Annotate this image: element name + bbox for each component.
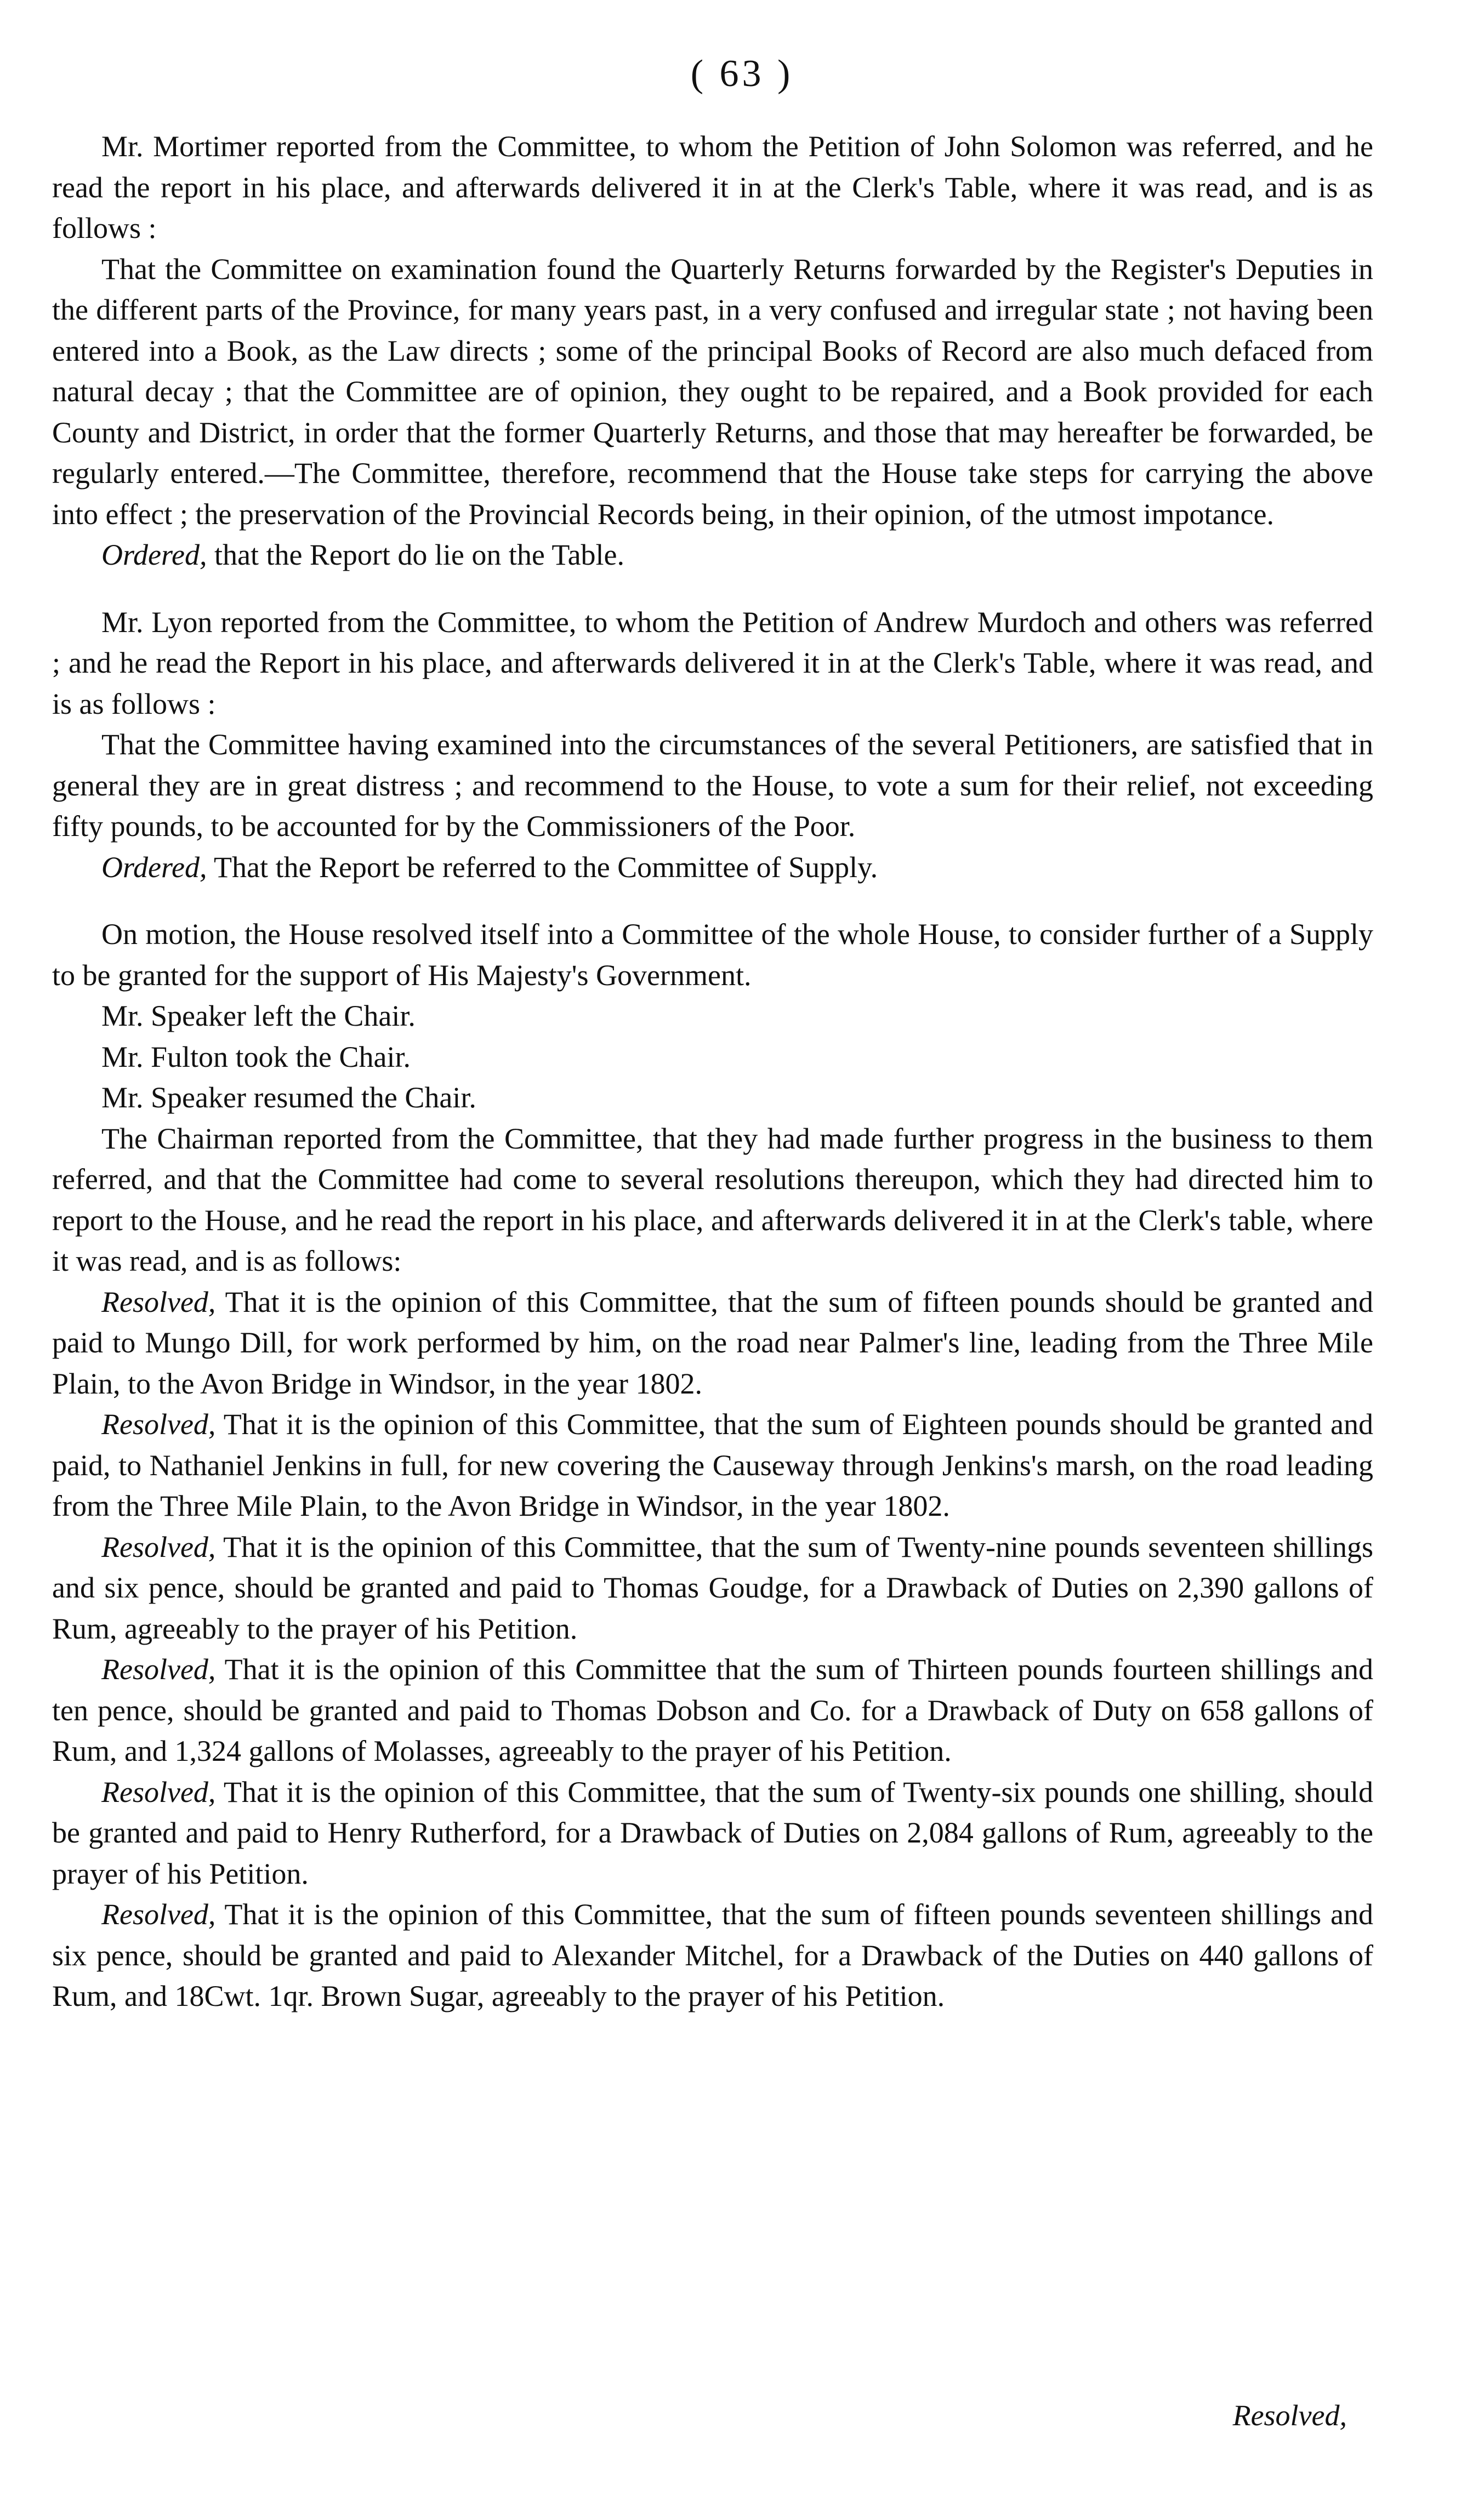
resolution-text: That it is the opinion of this Committee, that the sum of Eighteen pounds should be granted and paid, to Nathaniel Jenkins in full, for new covering the Causeway through Jenkins's marsh, on the road leading from the Three Mile Plain, to the Avon Bridge in Windsor, in the year 1802. [52, 1408, 1373, 1522]
order-text: That the Report be referred to the Committee of Supply. [207, 850, 878, 884]
page-body [52, 126, 1373, 2017]
fulton-took-chair: Mr. Fulton took the Chair. [101, 1040, 411, 1073]
resolved-label: Resolved, [101, 1530, 216, 1563]
lyon-report-intro: Mr. Lyon reported from the Committee, to whom the Petition of Andrew Murdoch and others was referred ; and he read the Report in his place, and afterwards delivered it in at the Clerk's Table, where it was read, and is as follows : [52, 605, 1373, 720]
resolution-thomas-dobson [52, 1649, 1373, 1772]
supply-motion: On motion, the House resolved itself into a Committee of the whole House, to consider further of a Supply to be granted for the support of His Majesty's Government. [52, 918, 1373, 992]
order-label: Ordered, [101, 538, 207, 571]
lyon-report-body: That the Committee having examined into the circumstances of the several Petitioners, are satisfied that in general they are in great distress ; and recommend to the House, to vote a sum for their relief, not exceeding fifty pounds, to be accounted for by the Commissioners of the Poor. [52, 728, 1373, 843]
catchword: Resolved, [1232, 2399, 1347, 2432]
resolution-thomas-goudge [52, 1527, 1373, 1650]
chairman-report: The Chairman reported from the Committee, that they had made further progress in the business to them referred, and that the Committee had come to several resolutions thereupon, which they had directed him to report to the House, and he read the report in his place, and afterwards delivered it in at the Clerk's table, where it was read, and is as follows: [52, 1122, 1373, 1277]
page-number: ( 63 ) [690, 53, 794, 95]
resolved-label: Resolved, [101, 1653, 216, 1686]
resolution-text: That it is the opinion of this Committee, that the sum of fifteen pounds should be granted and paid to Mungo Dill, for work performed by him, on the road near Palmer's line, leading from the Three Mile Plain, to the Avon Bridge in Windsor, in the year 1802. [52, 1285, 1373, 1400]
resolution-henry-rutherford [52, 1772, 1373, 1895]
resolution-nathaniel-jenkins [52, 1404, 1373, 1527]
resolution-mungo-dill [52, 1282, 1373, 1404]
resolution-alexander-mitchel [52, 1894, 1373, 2017]
speaker-resumed-chair: Mr. Speaker resumed the Chair. [101, 1081, 476, 1114]
resolution-text: That it is the opinion of this Committee, that the sum of fifteen pounds seventeen shillings and six pence, should be granted and paid to Alexander Mitchel, for a Drawback of the Duties on 440 gallons of Rum, and 18Cwt. 1qr. Brown Sugar, agreeably to the prayer of his Petition. [52, 1898, 1373, 2012]
resolved-label: Resolved, [101, 1408, 216, 1441]
mortimer-report-body: That the Committee on examination found the Quarterly Returns forwarded by the Register's Deputies in the different parts of the Province, for many years past, in a very confused and irregular state ; not having been entered into a Book, as the Law directs ; some of the principal Books of Record are also much defaced from natural decay ; that the Committee are of opinion, they ought to be repaired, and a Book provided for each County and District, in order that the former Quarterly Returns, and those that may hereafter be forwarded, be regularly entered.—The Committee, therefore, recommend that the House take steps for carrying the above into effect ; the preservation of the Provincial Records being, in their opinion, of the utmost impotance. [52, 252, 1373, 531]
mortimer-report-intro: Mr. Mortimer reported from the Committee, to whom the Petition of John Solomon was referred, and he read the report in his place, and afterwards delivered it in at the Clerk's Table, where it was read, and is as follows : [52, 130, 1373, 244]
resolved-label: Resolved, [101, 1285, 216, 1318]
resolved-label: Resolved, [101, 1775, 216, 1809]
resolution-text: That it is the opinion of this Committee that the sum of Thirteen pounds fourteen shillings and ten pence, should be granted and paid to Thomas Dobson and Co. for a Drawback of Duty on 658 gallons of Rum, and 1,324 gallons of Molasses, agreeably to the prayer of his Petition. [52, 1653, 1373, 1767]
resolved-label: Resolved, [101, 1898, 216, 1931]
resolution-text: That it is the opinion of this Committee, that the sum of Twenty-six pounds one shilling, should be granted and paid to Henry Rutherford, for a Drawback of Duties on 2,084 gallons of Rum, agreeably to the prayer of his Petition. [52, 1775, 1373, 1890]
order-text: that the Report do lie on the Table. [207, 538, 625, 571]
order-label: Ordered, [101, 850, 207, 884]
speaker-left-chair: Mr. Speaker left the Chair. [101, 999, 416, 1032]
mortimer-report-order [52, 534, 1373, 576]
resolution-text: That it is the opinion of this Committee, that the sum of Twenty-nine pounds seventeen shillings and six pence, should be granted and paid to Thomas Goudge, for a Drawback of Duties on 2,390 gallons of Rum, agreeably to the prayer of his Petition. [52, 1530, 1373, 1645]
lyon-report-order [52, 847, 1373, 888]
